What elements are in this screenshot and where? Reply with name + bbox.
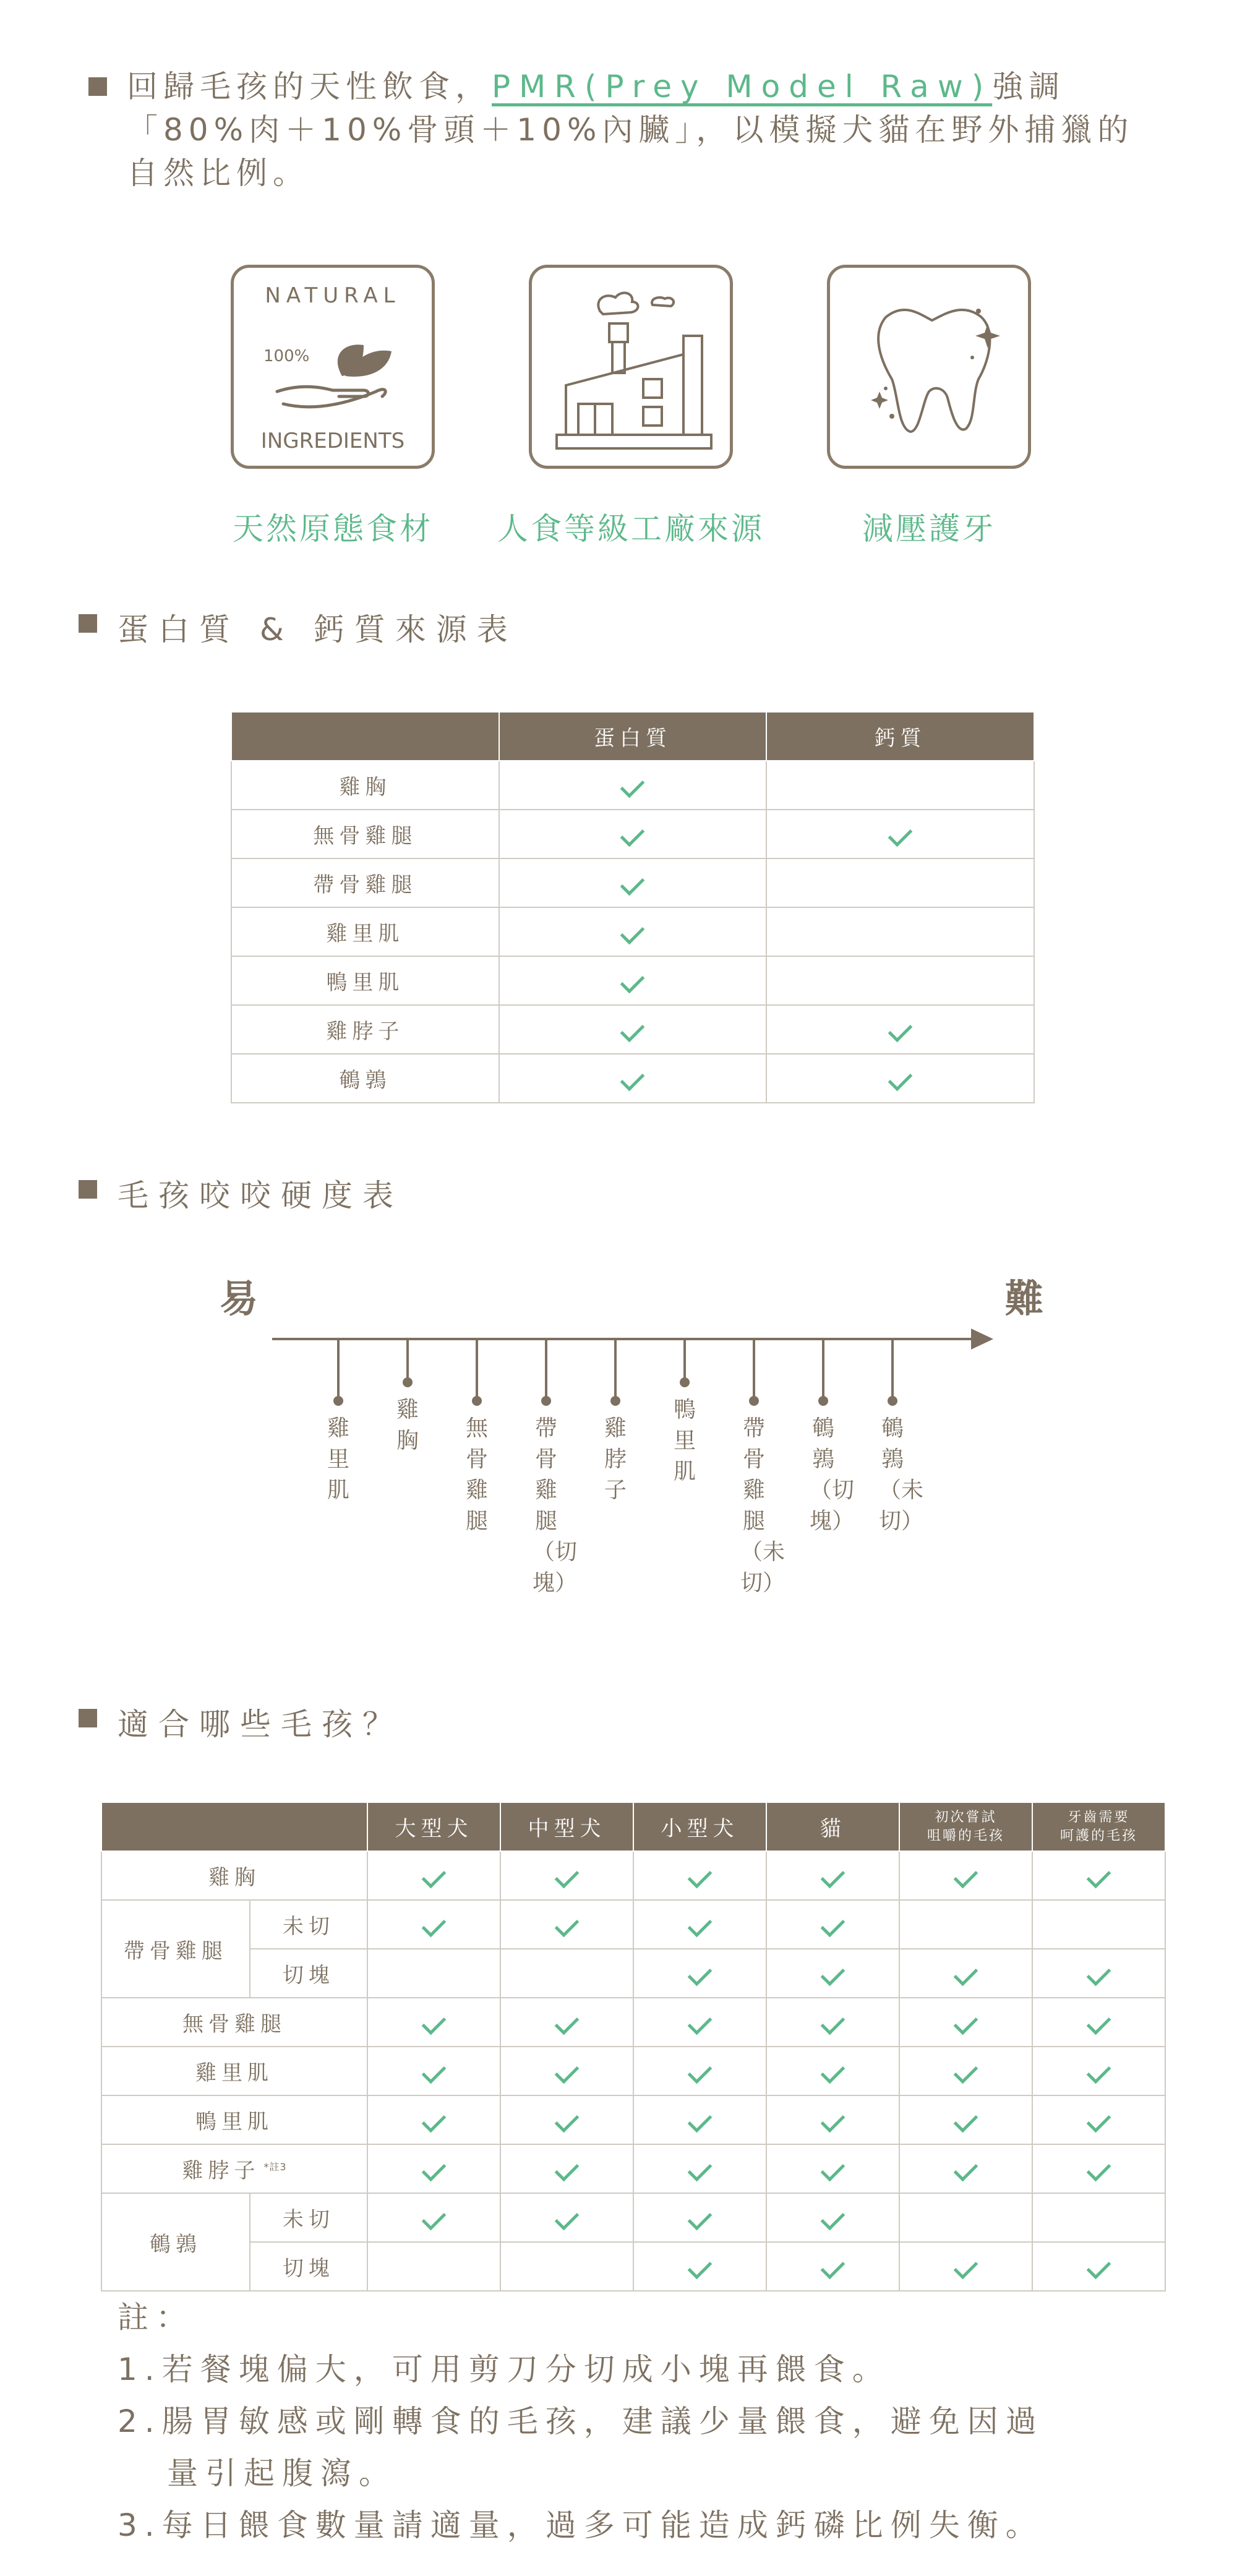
row-sub-name: 切塊 xyxy=(250,2242,367,2291)
check-cell xyxy=(633,2047,766,2095)
check-icon xyxy=(422,1912,447,1937)
check-icon xyxy=(688,2108,713,2133)
check-cell xyxy=(500,2047,633,2095)
check-icon xyxy=(555,2206,580,2230)
check-icon xyxy=(821,2206,845,2230)
hardness-dot xyxy=(749,1396,759,1406)
check-cell xyxy=(899,2193,1032,2242)
table-row xyxy=(231,858,1034,907)
row-name: 雞里肌 xyxy=(231,907,499,956)
check-icon xyxy=(1087,2108,1111,2133)
row-sub-name: 切塊 xyxy=(250,1949,367,1998)
row-name: 鴨里肌 xyxy=(231,956,499,1005)
check-cell xyxy=(1032,1900,1165,1949)
header-tooth-care-line1: 牙齒需要 xyxy=(1068,1809,1130,1825)
check-cell xyxy=(1032,2047,1165,2095)
check-icon xyxy=(821,2157,845,2181)
check-cell xyxy=(766,2193,899,2242)
check-cell xyxy=(899,1998,1032,2047)
hardness-tick xyxy=(683,1339,686,1382)
suitability-table xyxy=(101,1802,1166,2291)
check-icon xyxy=(555,1864,580,1888)
check-icon xyxy=(555,2108,580,2133)
check-cell xyxy=(1032,2242,1165,2291)
table-row xyxy=(101,1900,1165,1949)
check-icon xyxy=(688,2254,713,2279)
row-name-text: 雞里肌 xyxy=(195,2061,273,2086)
table-row xyxy=(101,1998,1165,2047)
notes xyxy=(118,2291,1181,2551)
check-icon xyxy=(688,2157,713,2181)
check-icon xyxy=(620,1066,645,1091)
check-icon xyxy=(555,2010,580,2035)
table-row xyxy=(231,956,1034,1005)
check-cell xyxy=(1032,2193,1165,2242)
check-cell xyxy=(766,1851,899,1900)
table-row xyxy=(231,1005,1034,1054)
check-cell xyxy=(633,1851,766,1900)
header-blank xyxy=(231,712,499,761)
header-medium-dog: 中型犬 xyxy=(500,1802,633,1851)
row-name: 鵪鶉 xyxy=(231,1054,499,1103)
hard-label: 難 xyxy=(1005,1276,1044,1321)
suit-section-bullet xyxy=(79,1709,97,1727)
caption-factory: 人食等級工廠來源 xyxy=(497,511,764,547)
row-name xyxy=(101,2144,367,2193)
row-name xyxy=(101,1851,367,1900)
check-cell xyxy=(500,1851,633,1900)
hardness-item-label: 鴨里肌 xyxy=(673,1397,696,1484)
check-icon xyxy=(954,2059,978,2084)
hardness-item-label: 鵪鶉（未切） xyxy=(879,1416,924,1534)
table-row xyxy=(101,2144,1165,2193)
row-group-name: 帶骨雞腿 xyxy=(101,1900,250,1998)
check-cell xyxy=(367,1998,500,2047)
check-cell xyxy=(500,2095,633,2144)
row-name-text: 鴨里肌 xyxy=(195,2110,273,2134)
intro-paragraph xyxy=(127,65,1166,195)
check-cell xyxy=(367,1900,500,1949)
table-row xyxy=(101,1949,1165,1998)
hardness-dot xyxy=(333,1396,343,1406)
check-icon xyxy=(954,2010,978,2035)
check-cell xyxy=(766,2242,899,2291)
hardness-section-title: 毛孩咬咬硬度表 xyxy=(118,1178,403,1213)
check-cell xyxy=(1032,2144,1165,2193)
natural-ingredients-icon xyxy=(231,265,435,469)
check-icon xyxy=(888,1017,913,1042)
check-icon xyxy=(422,2157,447,2181)
badge-ingredients-text: INGREDIENTS xyxy=(260,429,405,453)
check-icon xyxy=(954,1961,978,1986)
row-name xyxy=(101,1998,367,2047)
check-icon xyxy=(1087,2254,1111,2279)
header-first-chewer xyxy=(899,1802,1032,1851)
check-cell xyxy=(633,2242,766,2291)
leaf-hand-icon xyxy=(271,317,407,416)
check-icon xyxy=(1087,2010,1111,2035)
check-cell xyxy=(633,1900,766,1949)
row-sub-name: 未切 xyxy=(250,1900,367,1949)
check-cell xyxy=(633,1949,766,1998)
row-name: 帶骨雞腿 xyxy=(231,858,499,907)
suit-section-title: 適合哪些毛孩？ xyxy=(118,1706,403,1742)
check-icon xyxy=(888,822,913,847)
factory-drawing xyxy=(550,280,717,460)
hardness-dot xyxy=(680,1377,690,1387)
table-row xyxy=(231,810,1034,858)
table-row xyxy=(231,761,1034,810)
table-row xyxy=(101,2095,1165,2144)
hardness-item-label: 雞里肌 xyxy=(327,1416,349,1503)
arrow-right-icon xyxy=(971,1329,993,1350)
row-name: 無骨雞腿 xyxy=(231,810,499,858)
check-icon xyxy=(954,1864,978,1888)
intro-prefix: 回歸毛孩的天性飲食， xyxy=(127,69,492,105)
hardness-scale-line xyxy=(272,1338,983,1340)
check-cell xyxy=(367,1949,500,1998)
check-cell xyxy=(367,2144,500,2193)
tooth-drawing xyxy=(849,286,1016,453)
check-icon xyxy=(888,1066,913,1091)
check-cell xyxy=(633,1998,766,2047)
footnote-marker: *註3 xyxy=(263,2160,287,2173)
header-protein: 蛋白質 xyxy=(499,712,767,761)
hardness-dot xyxy=(818,1396,828,1406)
check-icon xyxy=(821,2059,845,2084)
table-header-row xyxy=(231,712,1034,761)
check-cell xyxy=(766,2047,899,2095)
note-3: 3.每日餵食數量請適量，過多可能造成鈣磷比例失衡。 xyxy=(118,2507,1044,2543)
protein-section-title: 蛋白質 & 鈣質來源表 xyxy=(118,612,518,648)
badge-percent-text: 100% xyxy=(263,347,310,366)
check-cell xyxy=(633,2144,766,2193)
check-cell xyxy=(899,2242,1032,2291)
hardness-dot xyxy=(472,1396,482,1406)
check-icon xyxy=(555,2059,580,2084)
hardness-dot xyxy=(888,1396,897,1406)
hardness-dot xyxy=(403,1377,413,1387)
check-cell xyxy=(766,2144,899,2193)
row-name-text: 雞胸 xyxy=(208,1865,260,1890)
table-row xyxy=(101,2047,1165,2095)
check-icon xyxy=(821,1961,845,1986)
check-icon xyxy=(422,2010,447,2035)
check-icon xyxy=(821,2254,845,2279)
intro-bullet xyxy=(88,77,107,96)
row-name xyxy=(101,2047,367,2095)
hardness-dot xyxy=(610,1396,620,1406)
badge-natural-text: NATURAL xyxy=(265,283,401,308)
check-cell xyxy=(899,1851,1032,1900)
check-icon xyxy=(821,2010,845,2035)
check-icon xyxy=(620,920,645,944)
check-cell xyxy=(899,1949,1032,1998)
check-icon xyxy=(1087,2059,1111,2084)
check-cell xyxy=(367,1851,500,1900)
check-cell xyxy=(367,2193,500,2242)
header-first-chewer-line2: 咀嚼的毛孩 xyxy=(927,1828,1005,1844)
note-2: 2.腸胃敏感或剛轉食的毛孩，建議少量餵食，避免因過 xyxy=(118,2403,1044,2439)
check-cell xyxy=(500,2193,633,2242)
tooth-icon xyxy=(827,265,1031,469)
check-cell xyxy=(766,1949,899,1998)
header-first-chewer-line1: 初次嘗試 xyxy=(935,1809,997,1825)
check-cell xyxy=(899,1900,1032,1949)
check-cell xyxy=(1032,2095,1165,2144)
notes-title: 註： xyxy=(118,2300,194,2335)
check-icon xyxy=(1087,1961,1111,1986)
check-icon xyxy=(422,2108,447,2133)
hardness-tick xyxy=(822,1339,824,1401)
hardness-item-label: 無骨雞腿 xyxy=(465,1416,488,1534)
check-icon xyxy=(821,1912,845,1937)
check-cell xyxy=(766,1998,899,2047)
check-cell xyxy=(633,2193,766,2242)
check-cell xyxy=(899,2047,1032,2095)
check-icon xyxy=(555,2157,580,2181)
check-icon xyxy=(688,2010,713,2035)
table-row xyxy=(231,1054,1034,1103)
hardness-tick xyxy=(614,1339,617,1401)
check-icon xyxy=(422,2059,447,2084)
row-name: 雞脖子 xyxy=(231,1005,499,1054)
check-icon xyxy=(620,822,645,847)
check-icon xyxy=(688,1961,713,1986)
check-cell xyxy=(899,2144,1032,2193)
check-cell xyxy=(500,1998,633,2047)
table-header-row xyxy=(101,1802,1165,1851)
check-icon xyxy=(620,969,645,993)
hardness-tick xyxy=(406,1339,409,1382)
table-row xyxy=(101,1851,1165,1900)
check-icon xyxy=(620,773,645,798)
header-small-dog: 小型犬 xyxy=(633,1802,766,1851)
factory-icon xyxy=(529,265,733,469)
hardness-tick xyxy=(545,1339,547,1401)
row-name: 雞胸 xyxy=(231,761,499,810)
protein-calcium-table xyxy=(231,711,1035,1103)
row-name-text: 無骨雞腿 xyxy=(182,2012,286,2037)
check-cell xyxy=(500,1900,633,1949)
header-tooth-care xyxy=(1032,1802,1165,1851)
intro-suffix: 強調「80%肉＋10%骨頭＋10%內臟」，以模擬犬貓在野外捕獵的自然比例。 xyxy=(127,69,1134,191)
hardness-item-label: 帶骨雞腿（切塊） xyxy=(533,1416,578,1596)
hardness-tick xyxy=(337,1339,340,1401)
row-name-text: 雞脖子 xyxy=(182,2159,260,2183)
caption-tooth: 減壓護牙 xyxy=(862,511,996,547)
header-blank xyxy=(101,1802,367,1851)
header-tooth-care-line2: 呵護的毛孩 xyxy=(1060,1828,1138,1844)
check-icon xyxy=(954,2254,978,2279)
note-2-cont: 量引起腹瀉。 xyxy=(167,2455,397,2491)
check-icon xyxy=(620,1017,645,1042)
check-icon xyxy=(620,871,645,896)
check-cell xyxy=(500,2242,633,2291)
check-cell xyxy=(899,2095,1032,2144)
check-icon xyxy=(688,2059,713,2084)
check-icon xyxy=(1087,2157,1111,2181)
table-row xyxy=(231,907,1034,956)
table-row xyxy=(101,2193,1165,2242)
caption-natural: 天然原態食材 xyxy=(233,511,433,547)
check-icon xyxy=(821,2108,845,2133)
row-name xyxy=(101,2095,367,2144)
check-cell xyxy=(367,2095,500,2144)
hardness-tick xyxy=(753,1339,755,1401)
header-calcium: 鈣質 xyxy=(766,712,1034,761)
check-icon xyxy=(422,2206,447,2230)
check-cell xyxy=(633,2095,766,2144)
hardness-item-label: 帶骨雞腿（未切） xyxy=(740,1416,785,1596)
row-sub-name: 未切 xyxy=(250,2193,367,2242)
pmr-link[interactable]: PMR(Prey Model Raw) xyxy=(492,69,993,105)
check-icon xyxy=(1087,1864,1111,1888)
check-cell xyxy=(500,1949,633,1998)
hardness-item-label: 雞脖子 xyxy=(604,1416,627,1503)
table-row xyxy=(101,2242,1165,2291)
check-icon xyxy=(688,2206,713,2230)
hardness-tick xyxy=(476,1339,478,1401)
check-cell xyxy=(1032,1949,1165,1998)
check-cell xyxy=(367,2047,500,2095)
check-icon xyxy=(688,1864,713,1888)
check-icon xyxy=(422,1864,447,1888)
check-icon xyxy=(688,1912,713,1937)
header-large-dog: 大型犬 xyxy=(367,1802,500,1851)
check-cell xyxy=(766,2095,899,2144)
check-icon xyxy=(555,1912,580,1937)
hardness-section-bullet xyxy=(79,1180,97,1199)
check-icon xyxy=(954,2108,978,2133)
protein-section-bullet xyxy=(79,614,97,633)
row-group-name: 鵪鶉 xyxy=(101,2193,250,2291)
check-cell xyxy=(766,1900,899,1949)
easy-label: 易 xyxy=(220,1276,259,1321)
check-cell xyxy=(1032,1998,1165,2047)
check-cell xyxy=(1032,1851,1165,1900)
check-cell xyxy=(500,2144,633,2193)
check-icon xyxy=(821,1864,845,1888)
hardness-tick xyxy=(891,1339,894,1401)
hardness-item-label: 鵪鶉（切塊） xyxy=(810,1416,855,1534)
hardness-item-label: 雞胸 xyxy=(396,1397,419,1453)
hardness-dot xyxy=(541,1396,551,1406)
note-1: 1.若餐塊偏大，可用剪刀分切成小塊再餵食。 xyxy=(118,2351,891,2387)
header-cat: 貓 xyxy=(766,1802,899,1851)
check-icon xyxy=(954,2157,978,2181)
check-cell xyxy=(367,2242,500,2291)
